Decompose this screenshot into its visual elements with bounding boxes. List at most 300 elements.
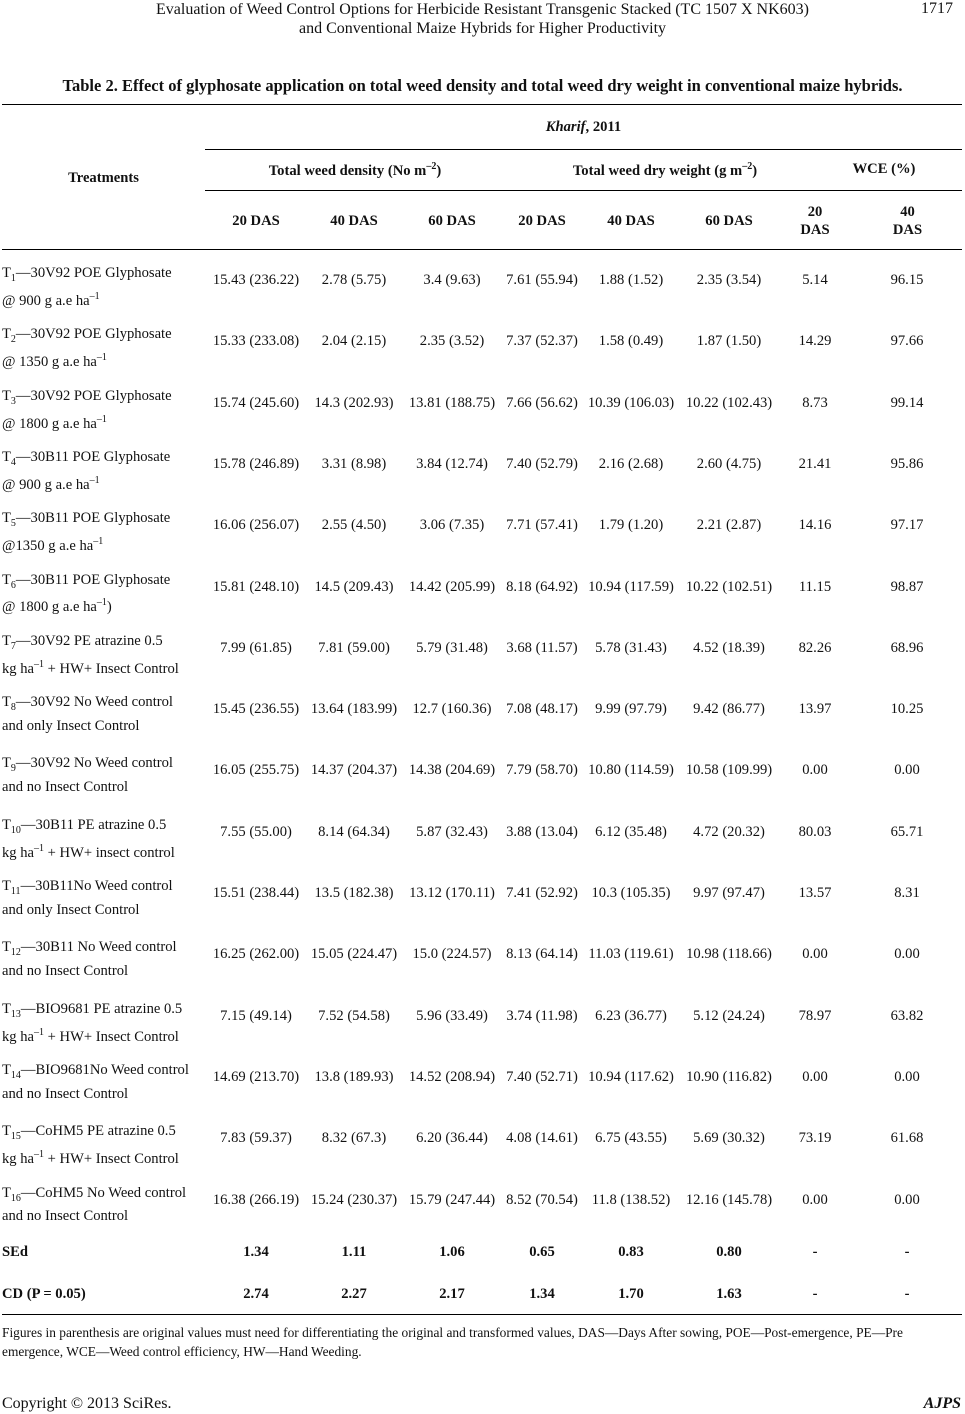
table-cell: 3.84 (12.74) (416, 455, 488, 472)
stat-cell: - (812, 1286, 818, 1302)
table-cell: 15.43 (236.22) (212, 272, 300, 288)
treatment-dose: and no Insect Control (2, 779, 129, 796)
subheader-dryweight-20: 20 DAS (518, 213, 566, 229)
treatment-desc: —30B11 PE atrazine 0.5 (20, 816, 167, 833)
treatment-dose-tail: + HW+ Insect Control (44, 1150, 179, 1167)
table-cell: 10.25 (890, 701, 924, 718)
table-cell: 6.20 (36.44) (416, 1130, 488, 1147)
treatment-dose: @ 1800 g a.e ha (2, 415, 97, 432)
treatment-line2 (2, 411, 212, 433)
table-cell: 0.00 (894, 946, 920, 963)
table-cell: 5.87 (32.43) (416, 823, 488, 840)
table-cell: 4.08 (14.61) (506, 1130, 578, 1147)
treatment-code: T (2, 571, 11, 588)
treatment-label (2, 325, 212, 371)
stat-cell: 1.06 (439, 1244, 465, 1260)
treatment-index: 1 (10, 272, 16, 284)
table-cell: 14.16 (798, 517, 832, 534)
treatment-dose: and no Insect Control (2, 963, 129, 980)
treatment-label (2, 571, 212, 617)
copyright: Copyright © 2013 SciRes. (2, 1395, 172, 1412)
treatment-code: T (2, 755, 11, 772)
treatment-line2 (2, 778, 212, 796)
table-cell: 0.00 (802, 1068, 828, 1085)
treatment-dose: kg ha (2, 1150, 35, 1167)
table-cell: 0.00 (894, 1068, 920, 1085)
table-cell: 13.57 (798, 885, 832, 901)
table-cell: 97.17 (890, 517, 924, 534)
table-cell: 2.78 (5.75) (321, 272, 387, 288)
treatment-dose-exp: –1 (89, 290, 100, 302)
table-cell: 0.00 (802, 946, 828, 963)
stat-cell: 1.63 (716, 1286, 742, 1302)
treatment-line2 (2, 594, 212, 616)
treatment-index: 13 (10, 1008, 21, 1020)
treatment-label (2, 816, 212, 862)
treatment-index: 7 (10, 640, 16, 652)
treatment-line1 (2, 509, 212, 533)
table-cell: 73.19 (798, 1130, 832, 1147)
treatment-line1 (2, 754, 212, 778)
treatment-label (2, 877, 212, 919)
treatment-label (2, 754, 212, 796)
treatment-index: 6 (10, 579, 16, 591)
table-cell: 6.75 (43.55) (595, 1130, 667, 1147)
stat-cell: 1.70 (618, 1286, 644, 1302)
table-cell: 5.12 (24.24) (693, 1007, 765, 1024)
group-header-dryweight (510, 161, 820, 180)
treatment-line2 (2, 656, 212, 678)
treatment-index: 10 (10, 824, 21, 836)
treatment-line2 (2, 288, 212, 310)
treatment-dose: @1350 g a.e ha (2, 537, 94, 554)
table-cell: 11.15 (798, 578, 832, 595)
table-cell: 11.03 (119.61) (588, 946, 674, 963)
table-caption: Table 2. Effect of glyphosate application on total weed density and total weed dry weight in conventional maize hybrids. (62, 76, 903, 95)
table-cell: 65.71 (890, 823, 924, 840)
table-cell: 10.94 (117.59) (588, 578, 674, 595)
treatment-desc: —CoHM5 No Weed control (20, 1184, 187, 1201)
table-cell: 10.39 (106.03) (587, 394, 675, 411)
table-bottom-rule (2, 1314, 962, 1315)
table-cell: 0.00 (802, 1191, 828, 1208)
table-cell: 12.7 (160.36) (412, 701, 492, 718)
treatment-dose: kg ha (2, 1028, 35, 1045)
treatment-index: 16 (10, 1192, 21, 1204)
season-year: , 2011 (585, 119, 622, 135)
treatment-line1 (2, 1000, 212, 1024)
group-density-close: ) (436, 162, 442, 179)
treatment-line1 (2, 1061, 212, 1085)
treatment-desc: —BIO9681 PE atrazine 0.5 (20, 1000, 183, 1017)
table-cell: 7.99 (61.85) (220, 639, 292, 656)
treatment-line1 (2, 264, 212, 288)
table-cell: 7.66 (56.62) (506, 394, 578, 411)
table-cell: 5.69 (30.32) (693, 1130, 765, 1147)
subheader-wce-40-num: 40 (900, 204, 915, 220)
treatment-dose: and only Insect Control (2, 901, 140, 918)
table-cell: 7.81 (59.00) (318, 639, 390, 656)
table-cell: 0.00 (894, 762, 920, 779)
treatment-code: T (2, 1000, 11, 1017)
table-cell: 13.8 (189.93) (314, 1068, 394, 1085)
treatment-desc: —30B11 No Weed control (20, 939, 177, 956)
table-cell: 10.58 (109.99) (685, 762, 773, 779)
subheader-wce-40-das: DAS (892, 222, 923, 238)
table-cell: 15.81 (248.10) (212, 578, 300, 595)
treatment-dose-exp: –1 (34, 658, 45, 670)
treatment-desc: —30B11 POE Glyphosate (15, 571, 171, 588)
table-cell: 4.72 (20.32) (693, 823, 765, 840)
treatment-code: T (2, 265, 11, 281)
table-cell: 7.37 (52.37) (506, 333, 578, 350)
treatment-desc: —30V92 POE Glyphosate (15, 387, 172, 404)
stat-cell: 1.34 (529, 1286, 555, 1302)
table-cell: 8.13 (64.14) (506, 946, 578, 963)
table-cell: 10.98 (118.66) (686, 946, 772, 963)
treatment-label (2, 938, 212, 980)
treatment-line1 (2, 877, 212, 901)
treatment-line1 (2, 816, 212, 840)
running-header (0, 0, 965, 44)
table-cell: 98.87 (890, 578, 924, 595)
subheader-wce-20-num: 20 (807, 204, 823, 220)
table-cell: 3.06 (7.35) (419, 517, 485, 534)
table-footnote: Figures in parenthesis are original values must need for differentiating the original and transformed values, DAS—Days After sowing, POE—Post-emergence, PE—Pre emergence, WCE—Weed control efficiency, HW—Hand Weeding. (2, 1325, 903, 1359)
treatment-line2 (2, 717, 212, 735)
treatment-label (2, 509, 212, 555)
table-cell: 10.22 (102.43) (685, 394, 773, 411)
season-rule (205, 149, 962, 150)
stat-cell: 0.65 (529, 1244, 555, 1260)
table-cell: 8.52 (70.54) (506, 1191, 578, 1208)
treatment-dose: and only Insect Control (2, 718, 140, 734)
table-cell: 2.21 (2.87) (696, 517, 762, 534)
table-cell: 3.74 (11.98) (506, 1007, 578, 1024)
table-cell: 16.05 (255.75) (212, 762, 300, 779)
table-cell: 8.14 (64.34) (318, 823, 390, 840)
table-cell: 16.38 (266.19) (212, 1191, 300, 1208)
stat-cell: 2.27 (341, 1286, 367, 1302)
table-cell: 14.52 (208.94) (408, 1068, 496, 1085)
table-cell: 13.12 (170.11) (409, 885, 495, 901)
treatment-dose-exp: –1 (93, 536, 104, 548)
treatment-line2 (2, 901, 212, 919)
table-cell: 1.58 (0.49) (598, 333, 664, 350)
table-cell: 15.33 (233.08) (212, 333, 300, 350)
group-rule (205, 190, 962, 191)
table-cell: 14.3 (202.93) (314, 394, 394, 411)
treatment-line1 (2, 1122, 212, 1146)
treatment-code: T (2, 878, 11, 894)
treatment-code: T (2, 1184, 11, 1201)
treatment-desc: —30B11 POE Glyphosate (15, 510, 171, 527)
table-cell: 97.66 (890, 333, 924, 350)
treatment-code: T (2, 1123, 11, 1140)
treatment-label (2, 448, 212, 494)
group-density-label: Total weed density (No m (268, 162, 427, 179)
table-cell: 5.78 (31.43) (595, 639, 667, 656)
table-cell: 5.96 (33.49) (416, 1007, 488, 1024)
subheader-wce-20 (780, 203, 850, 239)
treatment-dose-tail: + HW+ insect control (44, 844, 175, 861)
subheader-dryweight-60: 60 DAS (705, 213, 753, 229)
table-cell: 7.55 (55.00) (220, 823, 292, 840)
treatment-dose: and no Insect Control (2, 1085, 129, 1102)
table-cell: 14.42 (205.99) (408, 578, 496, 595)
treatment-label (2, 1061, 212, 1103)
group-dryweight-exp: –2 (742, 161, 753, 172)
table-cell: 15.24 (230.37) (310, 1191, 398, 1208)
treatment-code: T (2, 326, 11, 343)
treatment-line2 (2, 962, 212, 980)
page-number: 1717 (921, 0, 953, 17)
table-cell: 61.68 (890, 1130, 924, 1147)
group-header-wce: WCE (%) (852, 161, 916, 177)
journal-abbrev: AJPS (923, 1395, 961, 1412)
stat-cell: - (904, 1286, 910, 1302)
treatment-desc: —30B11No Weed control (20, 878, 173, 894)
table-cell: 2.04 (2.15) (321, 333, 387, 350)
season-name: Kharif (545, 119, 586, 135)
treatment-line1 (2, 1184, 212, 1208)
running-title-line2: and Conventional Maize Hybrids for Higher Productivity (298, 20, 667, 37)
treatment-dose: @ 1800 g a.e ha (2, 599, 97, 616)
table-cell: 7.08 (48.17) (506, 701, 578, 718)
table-cell: 16.25 (262.00) (212, 946, 300, 963)
treatment-line1 (2, 571, 212, 595)
treatment-dose-tail: ) (106, 599, 112, 616)
table-cell: 0.00 (894, 1191, 920, 1208)
treatment-index: 8 (10, 702, 16, 713)
table-cell: 14.37 (204.37) (310, 762, 398, 779)
table-cell: 96.15 (890, 272, 924, 288)
group-dryweight-close: ) (752, 162, 758, 179)
treatment-label (2, 1122, 212, 1168)
table-cell: 7.61 (55.94) (506, 272, 578, 288)
table-cell: 3.4 (9.63) (423, 272, 481, 288)
treatment-dose-exp: –1 (34, 1026, 45, 1038)
table-cell: 3.88 (13.04) (506, 823, 578, 840)
table-cell: 1.79 (1.20) (598, 517, 664, 534)
table-cell: 15.45 (236.55) (212, 701, 300, 718)
table-cell: 14.29 (798, 333, 832, 350)
treatment-label (2, 1000, 212, 1046)
treatment-line2 (2, 1024, 212, 1046)
stat-cell: - (812, 1244, 818, 1260)
stat-label: CD (P = 0.05) (2, 1286, 86, 1302)
treatment-label (2, 264, 212, 310)
table-cell: 15.0 (224.57) (412, 946, 492, 963)
subheader-wce-40 (870, 203, 945, 239)
table-top-rule (2, 104, 962, 105)
table-cell: 13.5 (182.38) (314, 885, 394, 901)
table-cell: 16.06 (256.07) (212, 517, 300, 534)
treatment-index: 3 (10, 395, 16, 407)
treatment-label (2, 1184, 212, 1226)
table-cell: 80.03 (798, 823, 832, 840)
subheader-dryweight-40: 40 DAS (607, 213, 655, 229)
table-cell: 10.90 (116.82) (686, 1068, 772, 1085)
table-cell: 82.26 (798, 639, 832, 656)
table-cell: 2.60 (4.75) (696, 455, 762, 472)
table-cell: 13.64 (183.99) (310, 701, 398, 718)
stat-cell: 2.17 (439, 1286, 465, 1302)
treatment-dose-exp: –1 (96, 352, 107, 364)
table-cell: 14.38 (204.69) (408, 762, 496, 779)
treatment-line1 (2, 448, 212, 472)
stat-cell: 1.11 (341, 1244, 367, 1260)
table-cell: 10.3 (105.35) (591, 885, 671, 901)
treatment-label (2, 387, 212, 433)
treatment-desc: —30V92 PE atrazine 0.5 (15, 632, 163, 649)
treatment-line1 (2, 387, 212, 411)
season-header (205, 119, 962, 136)
treatment-line2 (2, 840, 212, 862)
table-cell: 9.99 (97.79) (595, 701, 667, 718)
treatment-dose: @ 900 g a.e ha (2, 292, 90, 309)
table-cell: 9.97 (97.47) (693, 885, 765, 901)
running-title-line1: Evaluation of Weed Control Options for Herbicide Resistant Transgenic Stacked (TC 1507 X NK603) (156, 1, 809, 18)
subheader-wce-20-das: DAS (800, 222, 830, 238)
table-cell: 9.42 (86.77) (693, 701, 765, 718)
treatment-code: T (2, 387, 11, 404)
treatment-dose-exp: –1 (89, 474, 100, 486)
table-cell: 14.69 (213.70) (212, 1068, 300, 1085)
table-cell: 11.8 (138.52) (591, 1191, 671, 1208)
treatment-label (2, 632, 212, 678)
stat-cell: 0.83 (618, 1244, 644, 1260)
table-cell: 2.55 (4.50) (321, 517, 387, 534)
treatment-code: T (2, 510, 11, 527)
table-cell: 7.52 (54.58) (318, 1007, 390, 1024)
treatment-dose-tail: + HW+ Insect Control (44, 660, 179, 677)
treatment-code: T (2, 448, 11, 465)
table-cell: 5.79 (31.48) (416, 639, 488, 656)
table-cell: 13.97 (798, 701, 832, 718)
table-cell: 68.96 (890, 639, 924, 656)
table-cell: 8.18 (64.92) (506, 578, 578, 595)
treatment-dose: and no Insect Control (2, 1208, 129, 1225)
table-cell: 10.22 (102.51) (685, 578, 773, 595)
treatment-dose: kg ha (2, 660, 35, 677)
treatment-dose-exp: –1 (34, 842, 45, 854)
treatments-header: Treatments (68, 170, 139, 186)
treatment-desc: —30V92 POE Glyphosate (15, 265, 172, 281)
table-cell: 13.81 (188.75) (408, 394, 496, 411)
table-cell: 4.52 (18.39) (693, 639, 765, 656)
table-cell: 12.16 (145.78) (685, 1191, 773, 1208)
treatment-line2 (2, 533, 212, 555)
table-cell: 1.88 (1.52) (598, 272, 664, 288)
treatment-index: 2 (10, 334, 16, 346)
table-cell: 15.51 (238.44) (212, 885, 300, 901)
table-cell: 2.16 (2.68) (598, 455, 664, 472)
treatment-index: 9 (10, 763, 16, 775)
treatment-dose-exp: –1 (96, 413, 107, 425)
treatment-code: T (2, 694, 11, 711)
header-bottom-rule (2, 249, 962, 250)
table-cell: 8.31 (894, 885, 920, 901)
treatment-line2 (2, 1207, 212, 1225)
table-cell: 99.14 (890, 394, 924, 411)
treatment-desc: —BIO9681No Weed control (20, 1061, 189, 1078)
treatment-line2 (2, 1146, 212, 1168)
treatment-code: T (2, 816, 11, 833)
treatment-label (2, 693, 212, 735)
group-header-density (210, 161, 500, 180)
table-cell: 2.35 (3.54) (696, 272, 762, 288)
treatment-dose: kg ha (2, 844, 35, 861)
table-cell: 14.5 (209.43) (314, 578, 394, 595)
table-cell: 10.80 (114.59) (588, 762, 674, 779)
table-cell: 15.05 (224.47) (310, 946, 398, 963)
treatment-line2 (2, 1085, 212, 1103)
treatment-code: T (2, 939, 11, 956)
table-cell: 10.94 (117.62) (588, 1068, 674, 1085)
table-cell: 7.41 (52.92) (506, 885, 578, 901)
treatment-index: 12 (10, 947, 21, 959)
table-cell: 0.00 (802, 762, 828, 779)
treatment-dose-exp: –1 (96, 597, 107, 609)
table-cell: 2.35 (3.52) (419, 333, 485, 350)
treatment-index: 14 (10, 1069, 21, 1081)
treatment-dose: @ 900 g a.e ha (2, 476, 90, 493)
table-cell: 63.82 (890, 1007, 924, 1024)
table-cell: 7.83 (59.37) (220, 1130, 292, 1147)
subheader-density-20: 20 DAS (232, 213, 280, 229)
treatment-code: T (2, 632, 11, 649)
table-cell: 78.97 (798, 1007, 832, 1024)
treatment-desc: —30V92 No Weed control (15, 755, 173, 772)
table-cell: 7.71 (57.41) (506, 517, 578, 534)
table-cell: 7.79 (58.70) (506, 762, 578, 779)
table-cell: 15.79 (247.44) (408, 1191, 496, 1208)
treatment-dose-tail: + HW+ Insect Control (44, 1028, 179, 1045)
treatment-code: T (2, 1061, 11, 1078)
treatment-line1 (2, 632, 212, 656)
treatment-index: 5 (10, 518, 16, 530)
group-density-exp: –2 (426, 161, 437, 172)
table-cell: 7.40 (52.71) (506, 1068, 578, 1085)
table-cell: 6.23 (36.77) (595, 1007, 667, 1024)
table-cell: 5.14 (802, 272, 828, 288)
treatment-index: 11 (10, 885, 21, 897)
table-cell: 7.15 (49.14) (220, 1007, 292, 1024)
table-cell: 95.86 (890, 455, 924, 472)
treatment-index: 15 (10, 1131, 21, 1143)
table-cell: 6.12 (35.48) (595, 823, 667, 840)
table-cell: 21.41 (798, 455, 832, 472)
treatment-line2 (2, 472, 212, 494)
group-dryweight-label: Total weed dry weight (g m (572, 162, 743, 179)
stat-cell: 0.80 (716, 1244, 742, 1260)
treatment-line1 (2, 325, 212, 349)
stat-cell: 1.34 (243, 1244, 269, 1260)
subheader-density-60: 60 DAS (428, 213, 476, 229)
table-cell: 15.78 (246.89) (212, 455, 300, 472)
treatment-line1 (2, 938, 212, 962)
table-cell: 8.32 (67.3) (321, 1130, 387, 1147)
table-cell: 1.87 (1.50) (696, 333, 762, 350)
table-cell: 7.40 (52.79) (506, 455, 578, 472)
table-cell: 8.73 (802, 394, 828, 411)
table-cell: 3.68 (11.57) (506, 639, 578, 656)
table-cell: 3.31 (8.98) (321, 455, 387, 472)
treatment-dose: @ 1350 g a.e ha (2, 354, 97, 371)
stat-cell: 2.74 (243, 1286, 269, 1302)
treatment-index: 4 (10, 456, 16, 468)
